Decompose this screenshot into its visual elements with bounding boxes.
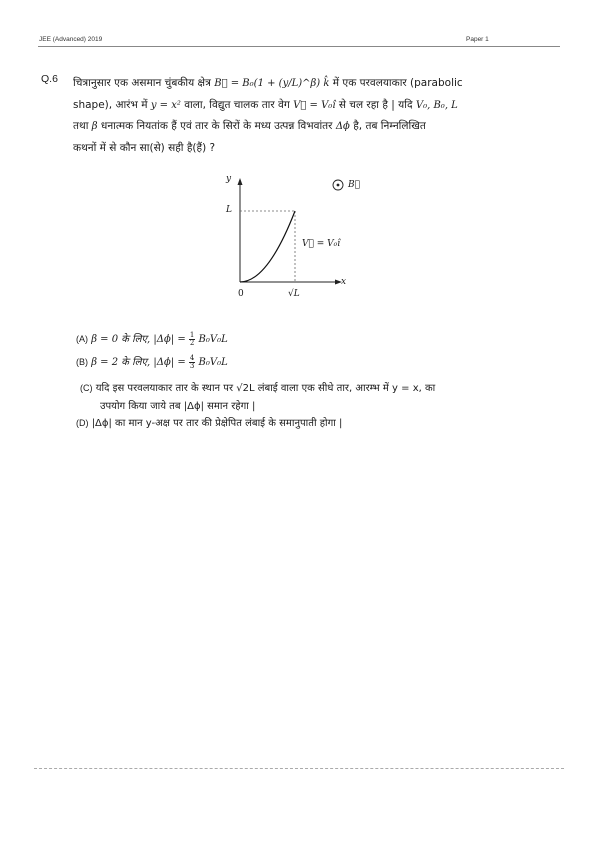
option-c-line-2: उपयोग किया जाये तब |Δϕ| समान रहेगा | — [100, 401, 256, 412]
option-a-denominator: 2 — [189, 338, 195, 347]
question-line-2-part-b: वाला, विद्युत चालक तार वेग — [184, 98, 290, 111]
beta-symbol: β — [91, 121, 98, 132]
question-line-1-part-a: चित्रानुसार एक असमान चुंबकीय क्षेत्र — [73, 77, 211, 89]
parabolic-wire-curve — [240, 211, 295, 282]
option-d-text: |Δϕ| का मान y-अक्ष पर तार की प्रेक्षेपित लंबाई के समानुपाती होगा | — [91, 418, 343, 429]
option-b-numerator: 4 — [189, 353, 195, 362]
question-line-3 — [73, 116, 543, 138]
question-line-2 — [73, 95, 543, 117]
velocity-label: V⃗ = V₀î — [302, 239, 341, 249]
option-a-text: β = 0 के लिए, |Δϕ| = — [91, 334, 186, 345]
delta-phi-symbol: Δϕ — [335, 121, 350, 132]
question-line-3-part-c: है, तब निम्नलिखित — [353, 120, 426, 132]
question-text — [73, 73, 543, 158]
velocity-expression: V⃗ = V₀î — [293, 99, 336, 111]
x-axis-label: x — [341, 277, 347, 287]
y-axis-label: y — [226, 174, 232, 184]
footer-divider — [34, 768, 564, 769]
option-c-tag: (C) — [80, 383, 93, 393]
magnetic-field-expression: B⃗ = B₀(1 + (y/L)^β) k̂ — [214, 78, 330, 89]
option-a-fraction — [189, 332, 195, 347]
option-d-tag: (D) — [76, 418, 89, 428]
question-line-1-part-b: में एक परवलयाकार (parabolic — [332, 77, 463, 89]
option-a-tag: (A) — [76, 334, 88, 344]
option-b-text: β = 2 के लिए, |Δϕ| = — [91, 357, 186, 368]
question-line-1 — [73, 73, 543, 95]
question-line-4: कथनों में से कौन सा(से) सही है(हैं) ? — [73, 141, 216, 154]
option-a[interactable] — [76, 331, 228, 348]
question-line-2-part-c: से चल रहा है | यदि — [338, 98, 413, 111]
constant-variables: V₀, B₀, L — [415, 99, 458, 111]
question-number: Q.6 — [41, 73, 58, 85]
option-d[interactable] — [76, 415, 342, 432]
option-b[interactable] — [76, 354, 228, 371]
option-a-numerator: 1 — [189, 330, 195, 339]
header-paper-number: Paper 1 — [466, 36, 489, 43]
header-exam-name: JEE (Advanced) 2019 — [39, 36, 103, 43]
field-b-label: B⃗ — [348, 180, 361, 190]
question-line-3-part-b: धनात्मक नियतांक हैं एवं तार के सिरों के मध्य उत्पन्न विभवांतर — [100, 120, 333, 132]
option-c-line-1: यदि इस परवलयाकार तार के स्थान पर √2L लंबाई वाला एक सीधे तार, आरम्भ में y = x, का — [95, 383, 436, 394]
parabola-figure — [220, 172, 360, 307]
question-line-3-part-a: तथा — [73, 120, 89, 132]
option-b-tail: B₀V₀L — [198, 357, 228, 368]
option-b-tag: (B) — [76, 357, 88, 367]
option-c[interactable] — [80, 380, 435, 397]
y-axis-arrow-icon — [238, 178, 243, 185]
question-line-2-part-a: shape), आरंभ में — [73, 98, 148, 111]
parabola-equation: y = x² — [150, 99, 181, 111]
option-a-tail: B₀V₀L — [198, 334, 228, 345]
origin-label: 0 — [238, 289, 244, 299]
x-tick-sqrt-l-label: √L — [288, 289, 300, 299]
y-tick-l-label: L — [226, 205, 232, 215]
option-b-denominator: 3 — [189, 361, 195, 370]
field-dot-icon — [337, 184, 340, 187]
header-divider — [38, 46, 560, 47]
option-b-fraction — [189, 355, 195, 370]
